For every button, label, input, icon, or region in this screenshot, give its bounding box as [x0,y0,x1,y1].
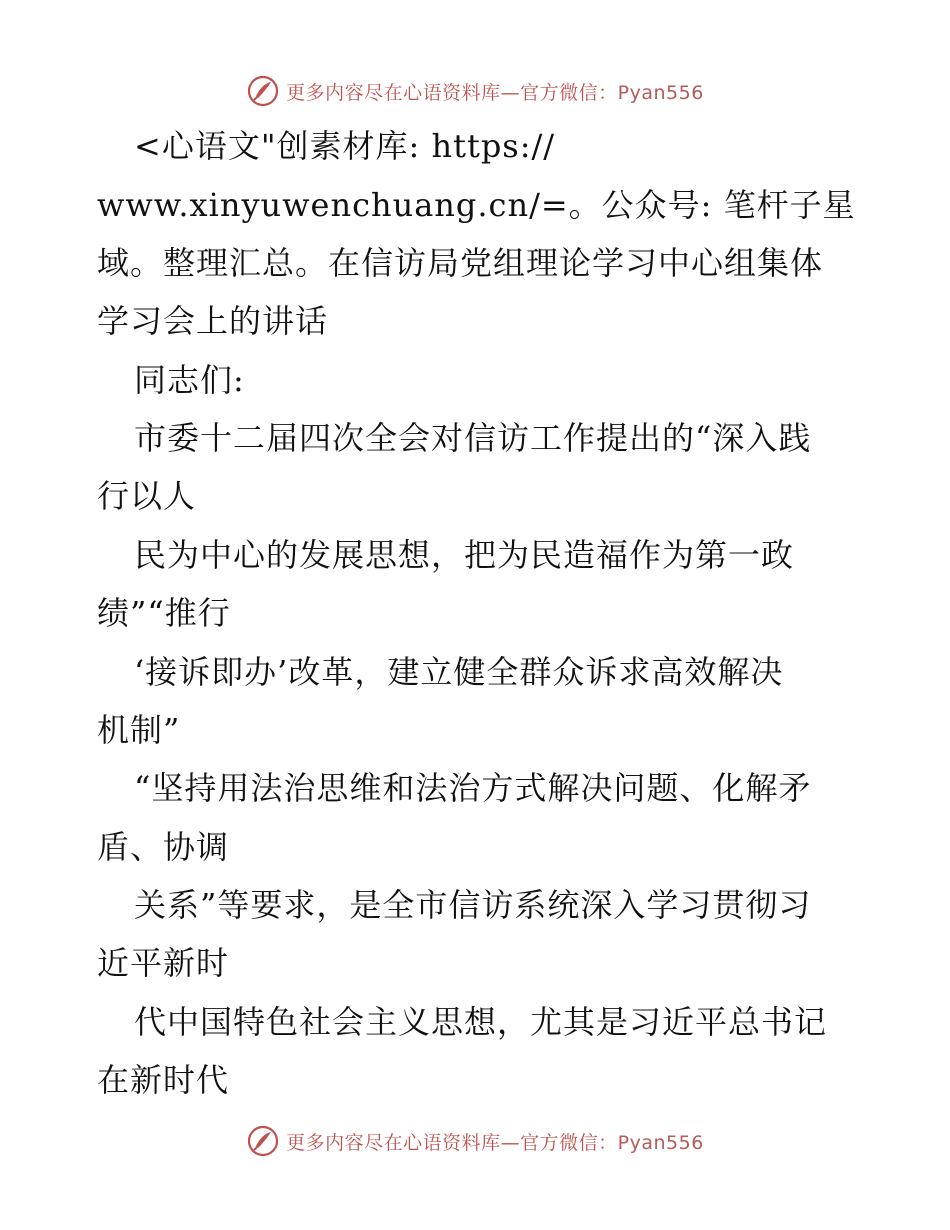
watermark-text: 更多内容尽在心语资料库—官方微信： [286,81,618,104]
doc-line: 机制” [97,711,181,749]
doc-line: 代中国特色社会主义思想，尤其是习近平总书记 [134,1003,828,1041]
brush-logo-icon [246,1124,280,1158]
watermark-id: Pyan556 [617,1131,704,1154]
doc-line: 绩”“推行 [97,594,231,632]
watermark-id: Pyan556 [617,81,704,104]
watermark-header [0,71,950,111]
watermark-footer [0,1121,950,1161]
doc-line: 学习会上的讲话 [97,302,329,340]
doc-line: 民为中心的发展思想，把为民造福作为第一政 [134,536,795,574]
doc-line: 在新时代 [97,1061,230,1099]
doc-line: “坚持用法治思维和法治方式解决问题、化解矛 [134,769,812,807]
doc-line: 近平新时 [97,944,230,982]
doc-line: 关系”等要求，是全市信访系统深入学习贯彻习 [134,886,812,924]
doc-line: www.xinyuwenchuang.cn/=。公众号: 笔杆子星 [97,186,856,224]
watermark-text: 更多内容尽在心语资料库—官方微信： [286,1131,618,1154]
doc-line: 市委十二届四次全会对信访工作提出的“深入践 [134,419,812,457]
doc-line: ‘接诉即办’改革，建立健全群众诉求高效解决 [134,653,784,691]
doc-line: 盾、协调 [97,828,230,866]
brush-logo-icon [246,74,280,108]
doc-line: 行以人 [97,477,197,515]
doc-line: 域。整理汇总。在信访局党组理论学习中心组集体 [97,244,824,282]
doc-line: <心语文"创素材库: https:// [134,127,556,165]
doc-line: 同志们: [134,361,245,399]
